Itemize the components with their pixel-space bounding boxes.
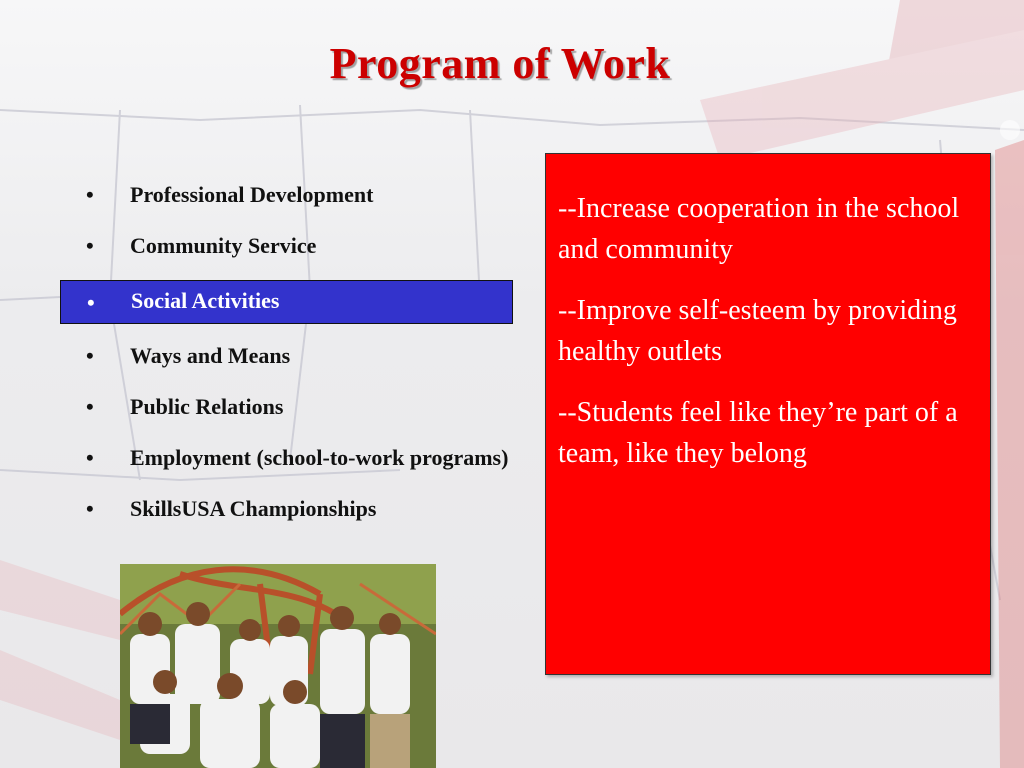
bullet-item [60,178,520,212]
bullet-item [60,339,520,373]
callout-point: --Increase cooperation in the school and community [558,193,960,265]
bullet-dot: • [86,496,94,521]
bullet-text: Social Activities [131,288,280,313]
bullet-item [60,492,520,526]
bullet-item [60,390,520,424]
bullet-text: Professional Development [130,182,374,207]
bullet-dot: • [86,445,94,470]
bullet-text: SkillsUSA Championships [130,496,377,521]
bullet-text: Community Service [130,233,317,258]
bullet-text: Public Relations [130,394,284,419]
bullet-dot: • [86,182,94,207]
callout-box [545,153,991,675]
slide-title: Program of Work [329,39,671,88]
bullet-list [60,178,520,543]
bullet-item [60,441,520,475]
group-photo [120,564,436,768]
callout-point: --Improve self-esteem by providing healthy outlets [558,295,957,367]
bullet-dot: • [87,290,95,315]
bullet-text: Ways and Means [130,343,291,368]
bullet-dot: • [86,343,94,368]
callout-point: --Students feel like they’re part of a team, like they belong [558,397,958,469]
bullet-item-highlighted[interactable] [60,280,513,324]
bullet-dot: • [86,233,94,258]
bullet-item [60,229,520,263]
group-photo-image [120,564,436,768]
bullet-dot: • [86,394,94,419]
bullet-text: Employment (school-to-work programs) [130,445,509,470]
